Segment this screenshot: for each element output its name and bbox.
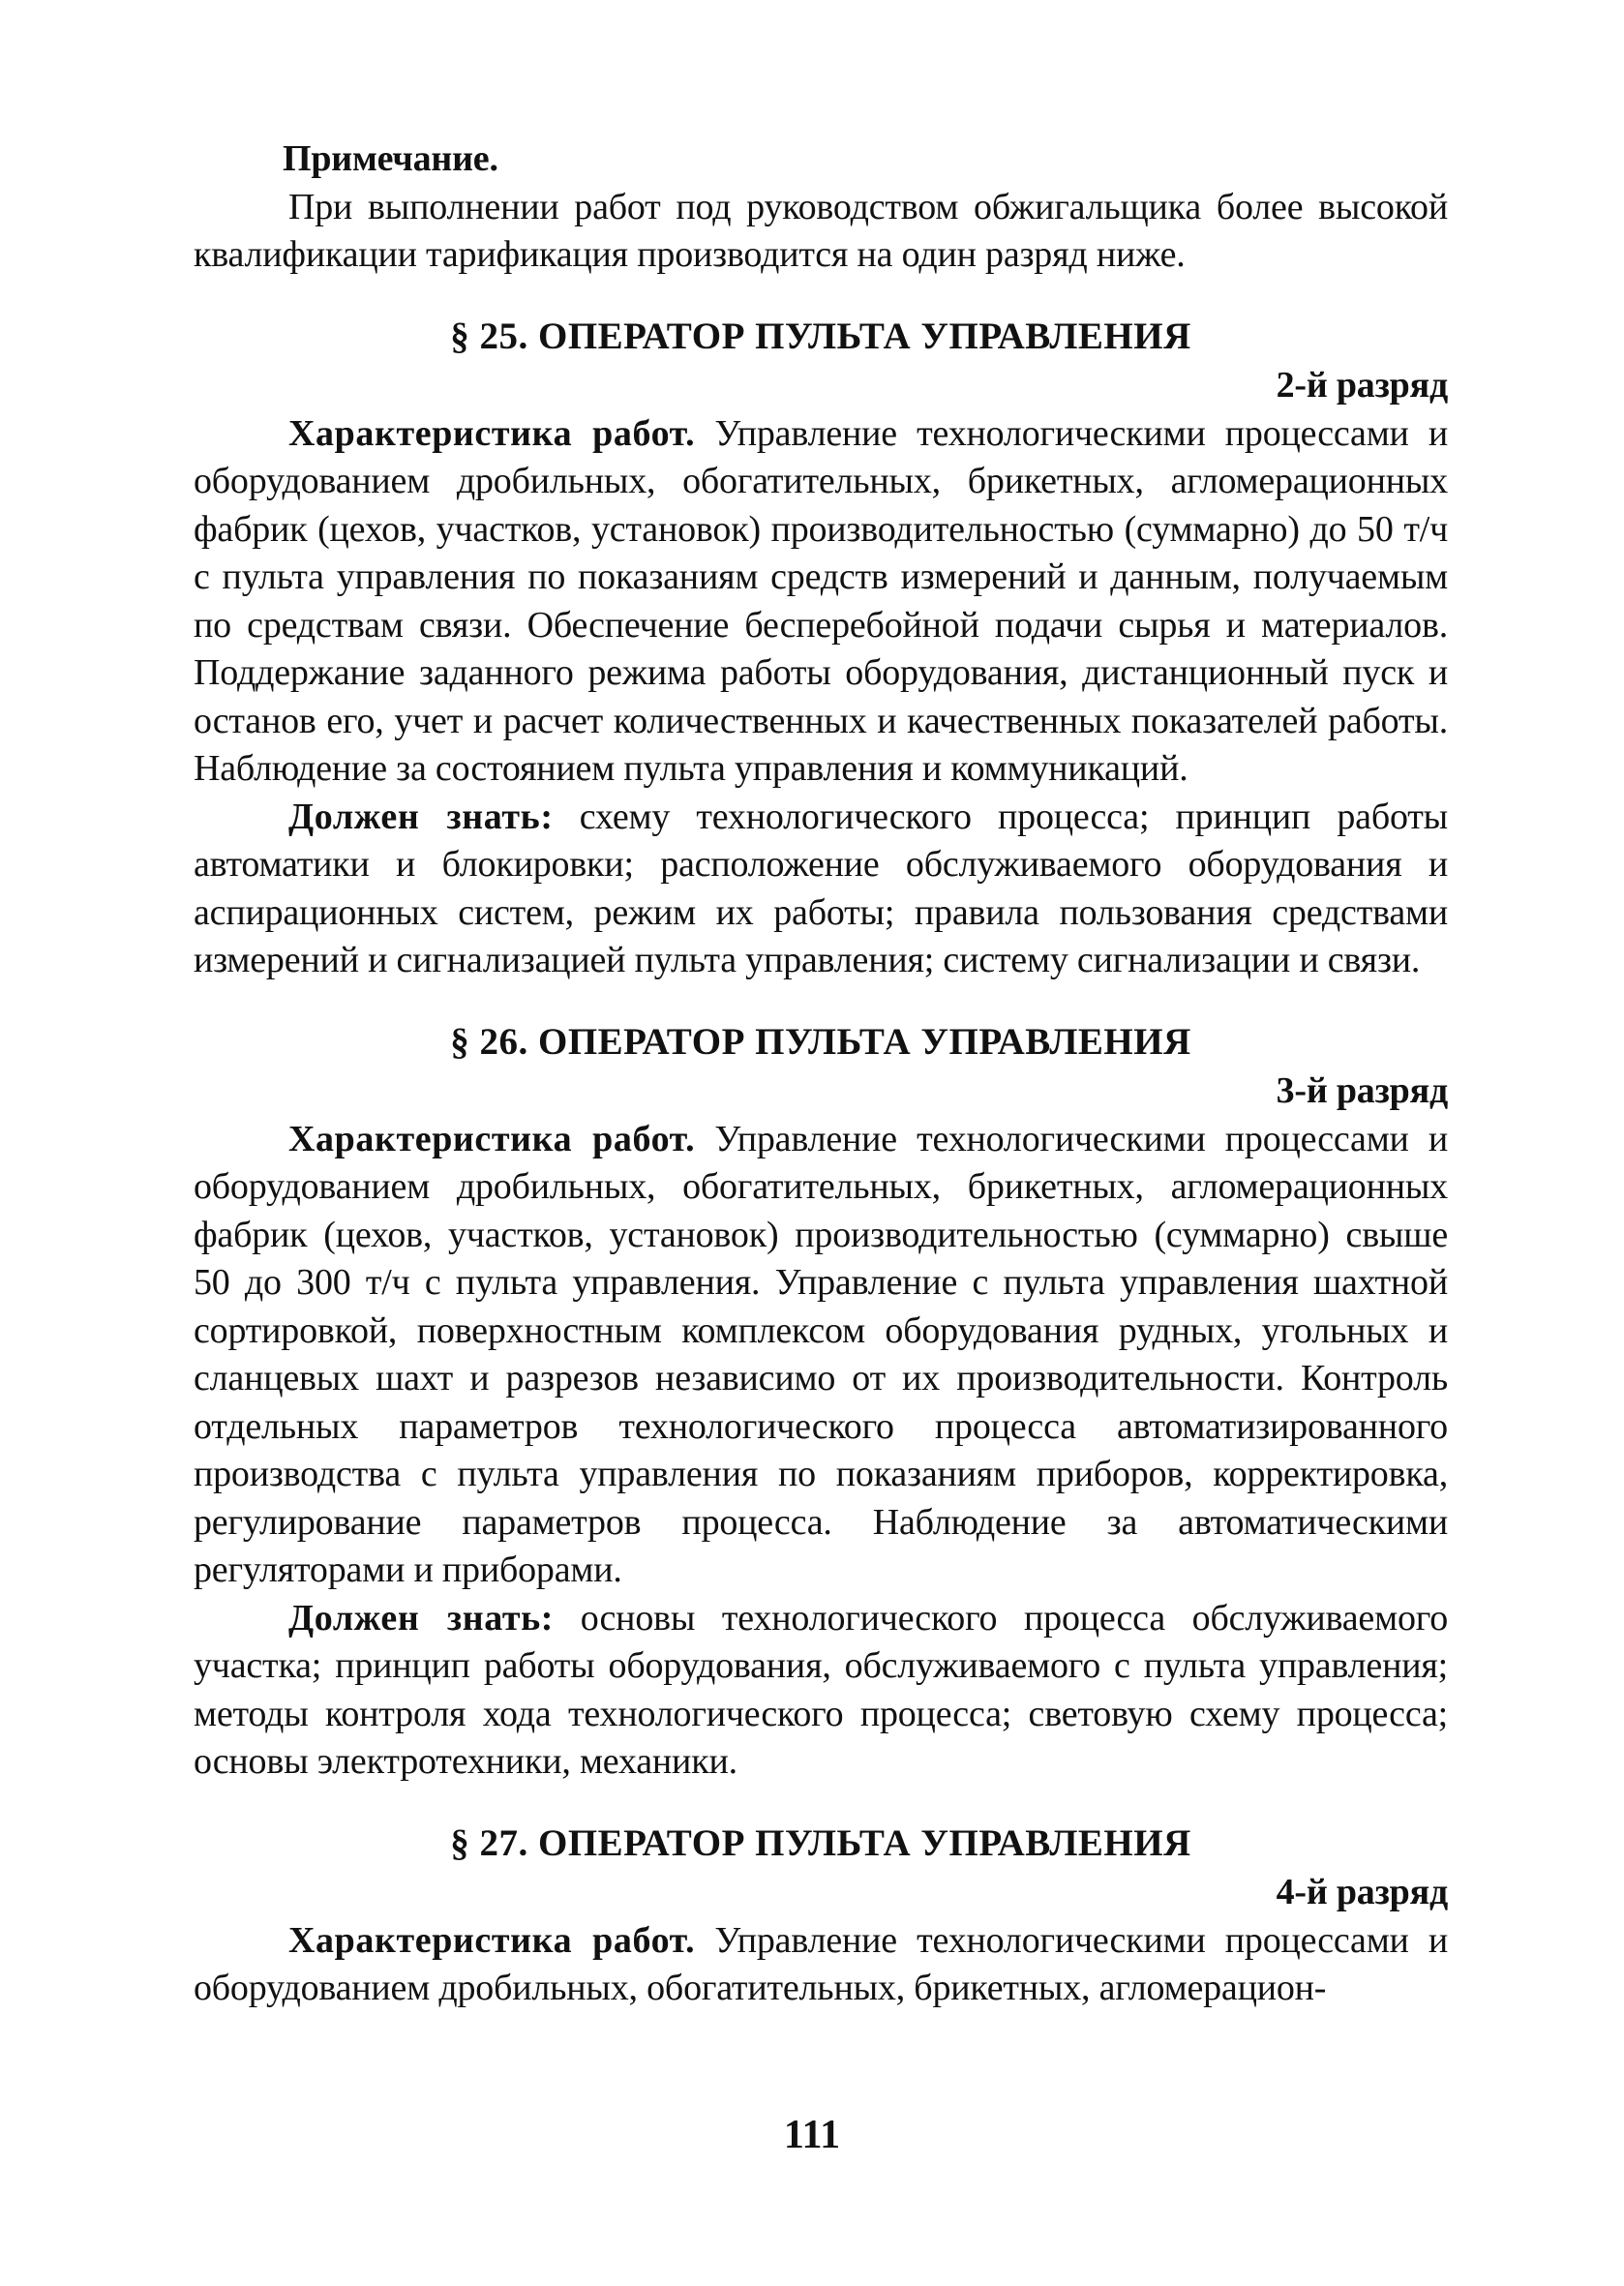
section-grade: 4-й разряд [1276, 1872, 1448, 1912]
note-heading: Примечание. [283, 138, 498, 179]
work-characteristics [194, 1116, 1448, 1595]
required-knowledge [194, 794, 1448, 985]
section-title: § 26. ОПЕРАТОР ПУЛЬТА УПРАВЛЕНИЯ [450, 1020, 1191, 1063]
required-knowledge-text: схему технологического процесса; принцип работы автоматики и блокировки; расположение обслуживаемого оборудования и аспирационных систем, режим их работы; правила пользования средствами измерений и сигнализацией пульта управления; систему сигнализации и связи. [194, 796, 1448, 980]
required-knowledge [194, 1595, 1448, 1787]
section-26 [194, 1018, 1448, 1787]
document-page [194, 135, 1448, 2013]
page-number: 111 [783, 2113, 841, 2157]
note-text: При выполнении работ под руководством обжигальщика более высокой квалификации тарификация производится на один разряд ниже. [194, 186, 1448, 275]
work-characteristics-label: Характеристика работ. [288, 1118, 696, 1159]
required-knowledge-label: Должен знать: [288, 796, 554, 837]
section-grade: 2-й разряд [1276, 365, 1448, 406]
section-grade: 3-й разряд [1276, 1070, 1448, 1111]
work-characteristics-label: Характеристика работ. [288, 412, 696, 454]
required-knowledge-text: основы технологического процесса обслуживаемого участка; принцип работы оборудования, обслуживаемого с пульта управления; методы контроля хода технологического процесса; световую схему процесса; основы электротехники, механики. [194, 1597, 1448, 1782]
work-characteristics [194, 410, 1448, 794]
work-characteristics-text: Управление технологическими процессами и оборудованием дробильных, обогатительных, брикетных, агломерацион- [194, 1919, 1448, 2008]
section-title: § 27. ОПЕРАТОР ПУЛЬТА УПРАВЛЕНИЯ [450, 1821, 1191, 1864]
section-25 [194, 313, 1448, 985]
work-characteristics-text: Управление технологическими процессами и оборудованием дробильных, обогатительных, брикетных, агломерационных фабрик (цехов, участков, установок) производительностью (суммарно) до 50 т/ч с пульта управления по показаниям средств измерений и данным, получаемым по средствам связи. Обеспечение бесперебойной подачи сырья и материалов. Поддержание заданного режима работы оборудования, дистанционный пуск и останов его, учет и расчет количественных и качественных показателей работы. Наблюдение за состоянием пульта управления и коммуникаций. [194, 412, 1448, 789]
required-knowledge-label: Должен знать: [288, 1597, 555, 1639]
section-title: § 25. ОПЕРАТОР ПУЛЬТА УПРАВЛЕНИЯ [450, 315, 1191, 357]
work-characteristics [194, 1917, 1448, 2013]
work-characteristics-text: Управление технологическими процессами и оборудованием дробильных, обогатительных, брикетных, агломерационных фабрик (цехов, участков, установок) производительностью (суммарно) свыше 50 до 300 т/ч с пульта управления. Управление с пульта управления шахтной сортировкой, поверхностным комплексом оборудования рудных, угольных и сланцевых шахт и разрезов независимо от их производительности. Контроль отдельных параметров технологического процесса автоматизированного производства с пульта управления по показаниям приборов, корректировка, регулирование параметров процесса. Наблюдение за автоматическими регуляторами и приборами. [194, 1118, 1448, 1590]
section-27 [194, 1820, 1448, 2013]
work-characteristics-label: Характеристика работ. [288, 1919, 696, 1961]
